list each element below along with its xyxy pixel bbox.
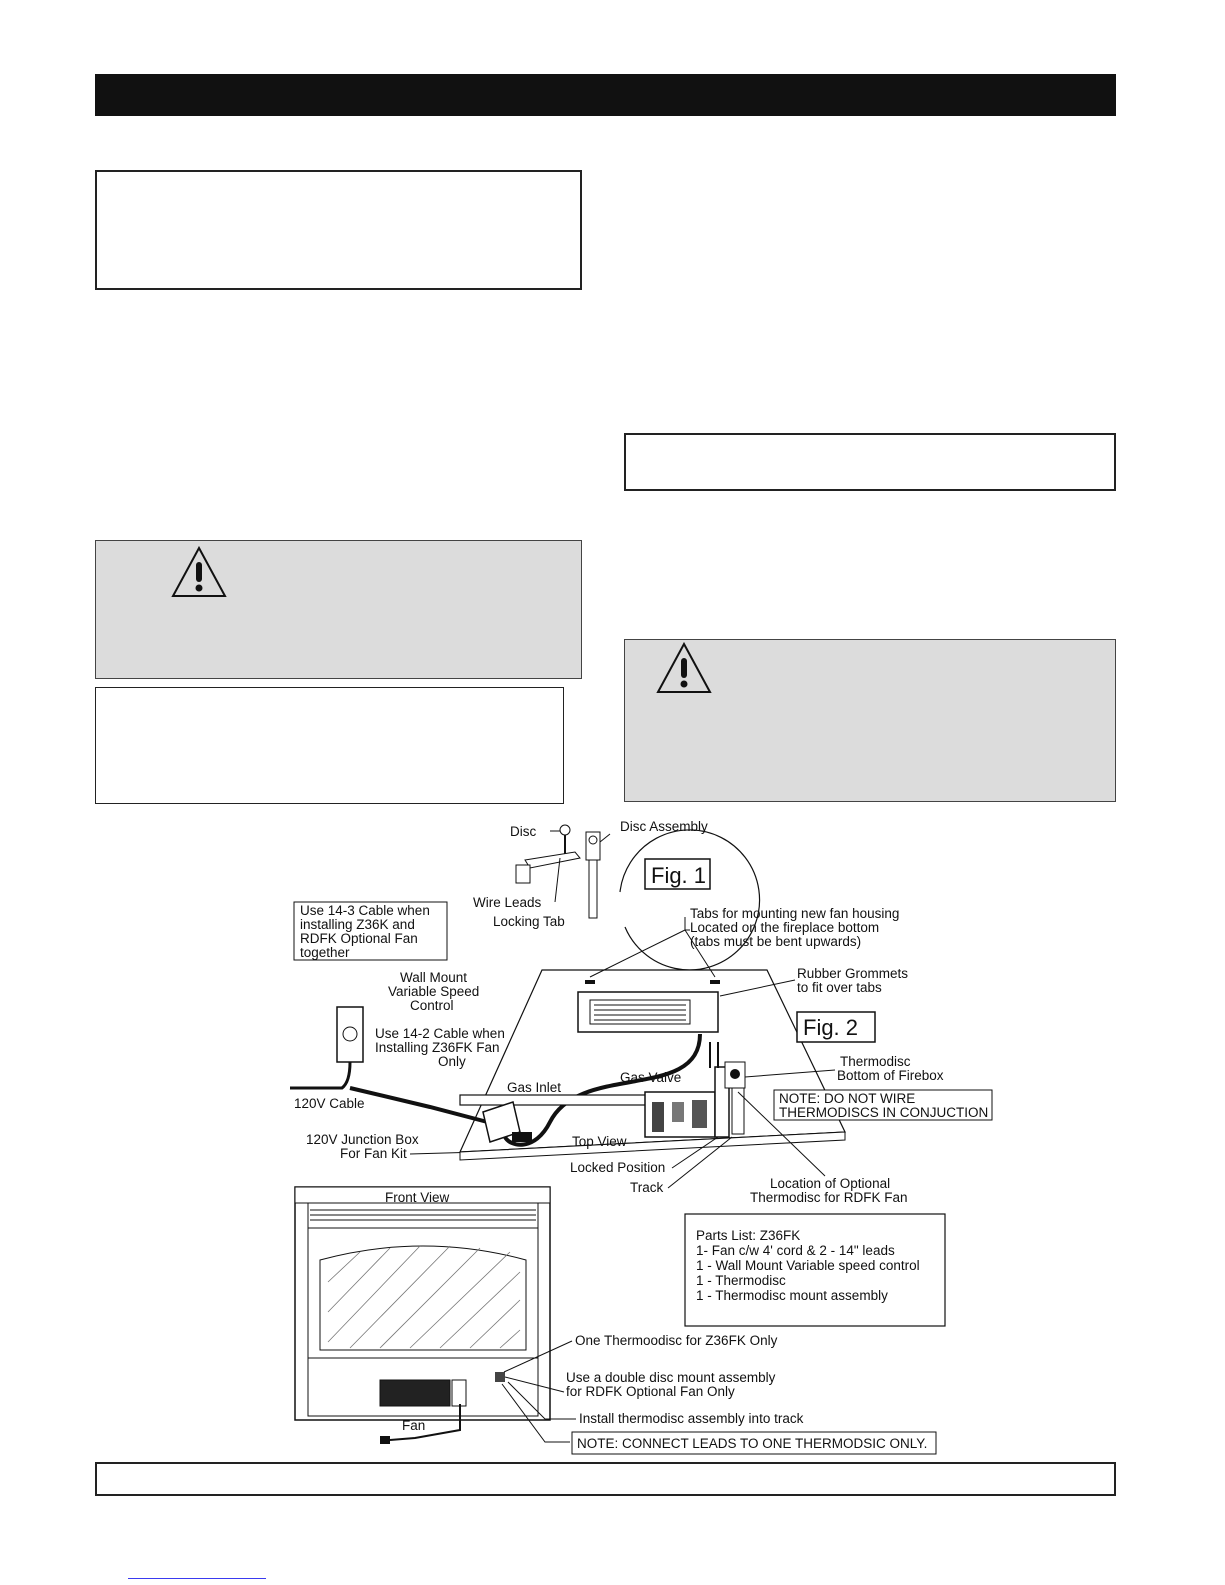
svg-text:RDFK Optional Fan	[300, 931, 418, 946]
cable-14-3-note-line: RDFK Optional Fan	[300, 931, 418, 946]
parts-list-line: 1 - Wall Mount Variable speed control	[696, 1258, 920, 1273]
grommets-label: to fit over tabs	[797, 980, 882, 995]
note-no-wire-line: THERMODISCS IN CONJUCTION	[779, 1105, 989, 1120]
gas-valve	[645, 1092, 715, 1137]
warning-box-right	[624, 639, 1116, 802]
junction-box	[483, 1102, 532, 1142]
warning-icon	[656, 642, 712, 694]
fireplace-front-view	[295, 1187, 550, 1444]
wall-mount-label: Variable Speed	[388, 984, 480, 999]
tabs-note-line: (tabs must be bent upwards)	[690, 934, 862, 949]
thermodisc-track	[710, 1042, 745, 1137]
track-label: Track	[630, 1180, 664, 1195]
note-connect-leads: NOTE: CONNECT LEADS TO ONE THERMODSIC ONLY.	[577, 1436, 928, 1451]
notice-box-top-left	[95, 170, 582, 290]
svg-text:installing Z36K and	[300, 917, 415, 932]
cable-14-2-note-line: Only	[438, 1054, 466, 1069]
parts-list-line: 1- Fan c/w 4' cord & 2 - 14" leads	[696, 1243, 895, 1258]
fig2-label: Fig. 2	[803, 1015, 859, 1040]
gas-valve-label: Gas Valve	[620, 1070, 682, 1085]
fig1-locking-tab-label: Locking Tab	[493, 914, 565, 929]
fan-housing	[578, 992, 718, 1032]
thermodisc-label: Bottom of Firebox	[837, 1068, 944, 1083]
install-label: Install thermodisc assembly into track	[579, 1411, 804, 1426]
warning-box-left	[95, 540, 582, 679]
tabs-note-line: Located on the fireplace bottom	[690, 920, 880, 935]
cable-14-2-note-line: Use 14-2 Cable when	[375, 1026, 505, 1041]
cable-14-3-note-line: installing Z36K and	[300, 917, 415, 932]
notice-box-right	[624, 433, 1116, 491]
locked-position-label: Locked Position	[570, 1160, 666, 1175]
junction-box-label: 120V Junction Box	[306, 1132, 419, 1147]
wall-mount-label: Wall Mount	[400, 970, 468, 985]
speed-control-box	[337, 1007, 363, 1062]
fig1-disc-assembly-label: Disc Assembly	[620, 819, 708, 834]
svg-text:together	[300, 945, 350, 960]
cable-14-3-note-line: Use 14-3 Cable when	[300, 903, 430, 918]
fan-installation-diagram	[280, 812, 1000, 1462]
fig1-disc-label: Disc	[510, 824, 537, 839]
120v-cable-label: 120V Cable	[294, 1096, 365, 1111]
one-thermodisc-label: One Thermoodisc for Z36FK Only	[575, 1333, 778, 1348]
optional-location-label: Thermodisc for RDFK Fan	[750, 1190, 908, 1205]
warning-icon	[171, 546, 227, 598]
fig1-wire-leads-label: Wire Leads	[473, 895, 542, 910]
parts-list-line: 1 - Thermodisc mount assembly	[696, 1288, 888, 1303]
thermodisc-label: Thermodisc	[840, 1054, 911, 1069]
cable-14-2-note-line: Installing Z36FK Fan	[375, 1040, 500, 1055]
fan-label: Fan	[402, 1418, 426, 1433]
section-header-bar	[95, 74, 1116, 116]
gas-inlet-label: Gas Inlet	[507, 1080, 562, 1095]
top-view-label: Top View	[572, 1134, 627, 1149]
tabs-note-line: Tabs for mounting new fan housing	[690, 906, 900, 921]
note-no-wire-line: NOTE: DO NOT WIRE	[779, 1091, 916, 1106]
front-view-label: Front View	[385, 1190, 450, 1205]
double-disc-label: Use a double disc mount assembly	[566, 1370, 776, 1385]
wall-mount-label: Control	[410, 998, 454, 1013]
optional-location-label: Location of Optional	[770, 1176, 891, 1191]
svg-text:Use 14-3 Cable when	[300, 903, 430, 918]
grommets-label: Rubber Grommets	[797, 966, 909, 981]
cable-14-3-note-line: together	[300, 945, 350, 960]
fig1-label: Fig. 1	[651, 863, 707, 888]
link-underline[interactable]	[128, 1578, 266, 1579]
double-disc-label: for RDFK Optional Fan Only	[566, 1384, 735, 1399]
notice-box-bottom-left	[95, 687, 564, 804]
parts-list-line: 1 - Thermodisc	[696, 1273, 786, 1288]
footer-box	[95, 1462, 1116, 1496]
junction-box-label: For Fan Kit	[340, 1146, 407, 1161]
parts-list-line: Parts List: Z36FK	[696, 1228, 801, 1243]
